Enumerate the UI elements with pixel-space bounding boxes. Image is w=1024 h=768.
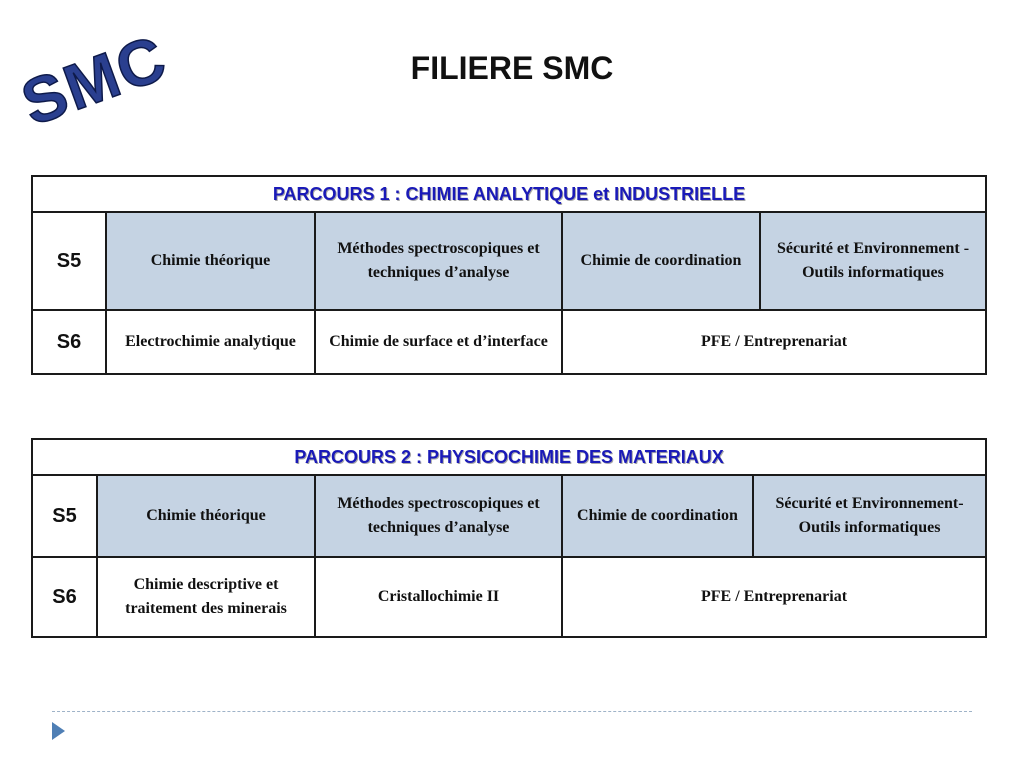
table-header-row: [32, 439, 986, 475]
semester-label: S6: [32, 557, 97, 637]
course-cell: Cristallochimie II: [315, 557, 562, 637]
parcours-2-header: PARCOURS 2 : PHYSICOCHIMIE DES MATERIAUX: [32, 439, 986, 475]
table-row: [32, 212, 986, 310]
smc-logo-text: SMC: [12, 20, 177, 140]
parcours-1-header: PARCOURS 1 : CHIMIE ANALYTIQUE et INDUSTRIELLE: [32, 176, 986, 212]
parcours-1-table: [31, 175, 987, 375]
table-row: [32, 557, 986, 637]
table-header-row: [32, 176, 986, 212]
semester-label: S5: [32, 212, 106, 310]
table-row: [32, 475, 986, 557]
course-cell: PFE / Entreprenariat: [562, 557, 986, 637]
course-cell: Chimie de surface et d’interface: [315, 310, 562, 374]
course-cell: Chimie de coordination: [562, 212, 760, 310]
play-arrow-icon: [52, 722, 65, 740]
course-cell: Electrochimie analytique: [106, 310, 315, 374]
semester-label: S5: [32, 475, 97, 557]
course-cell: PFE / Entreprenariat: [562, 310, 986, 374]
course-cell: Méthodes spectroscopiques et techniques d’analyse: [315, 475, 562, 557]
page-title: FILIERE SMC: [410, 50, 614, 86]
course-cell: Chimie théorique: [97, 475, 315, 557]
course-cell: Chimie descriptive et traitement des minerais: [97, 557, 315, 637]
parcours-2-table: [31, 438, 987, 638]
course-cell: Chimie de coordination: [562, 475, 753, 557]
semester-label: S6: [32, 310, 106, 374]
course-cell: Sécurité et Environnement -Outils informatiques: [760, 212, 986, 310]
course-cell: Chimie théorique: [106, 212, 315, 310]
footer-divider: [52, 711, 972, 712]
course-cell: Méthodes spectroscopiques et techniques d’analyse: [315, 212, 562, 310]
table-row: [32, 310, 986, 374]
course-cell: Sécurité et Environnement-Outils informatiques: [753, 475, 986, 557]
